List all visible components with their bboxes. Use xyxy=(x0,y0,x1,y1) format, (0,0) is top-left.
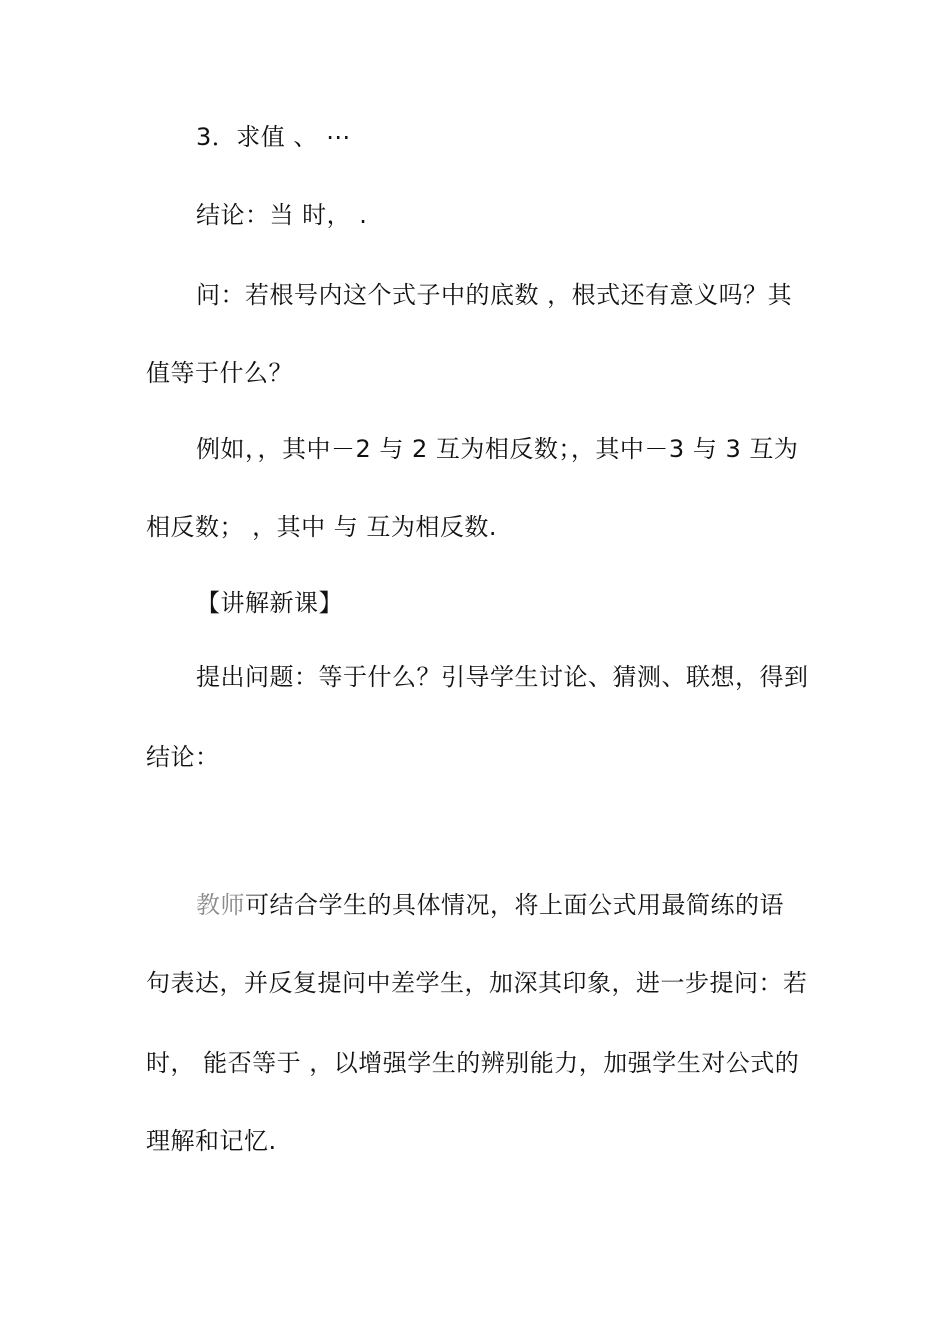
paragraph-example-line-1: 例如，，其中－2 与 2 互为相反数；，其中－3 与 3 互为 xyxy=(196,435,799,463)
teacher-word: 教师 xyxy=(196,891,245,919)
paragraph-teacher-line-4: 理解和记忆. xyxy=(146,1127,277,1155)
paragraph-teacher-line-2: 句表达，并反复提问中差学生，加深其印象，进一步提问：若 xyxy=(146,969,808,997)
paragraph-raise-question-line-1: 提出问题：等于什么？引导学生讨论、猜测、联想，得到 xyxy=(196,663,809,691)
paragraph-conclusion-1: 结论：当 时， . xyxy=(196,201,368,229)
paragraph-raise-question-line-2: 结论： xyxy=(146,743,220,771)
paragraph-question-line-2: 值等于什么？ xyxy=(146,359,293,387)
section-heading-new-lesson: 【讲解新课】 xyxy=(196,589,343,617)
teacher-line-1-rest: 可结合学生的具体情况，将上面公式用最简练的语 xyxy=(245,891,784,919)
paragraph-teacher-line-3: 时， 能否等于 ，以增强学生的辨别能力，加强学生对公式的 xyxy=(146,1049,800,1077)
paragraph-example-line-2: 相反数； ，其中 与 互为相反数. xyxy=(146,513,498,541)
paragraph-question-line-1: 问：若根号内这个式子中的底数 ，根式还有意义吗？其 xyxy=(196,281,793,309)
paragraph-teacher-line-1 xyxy=(196,889,784,921)
paragraph-compute-values: 3．求值 、 ⋯ xyxy=(196,123,351,151)
